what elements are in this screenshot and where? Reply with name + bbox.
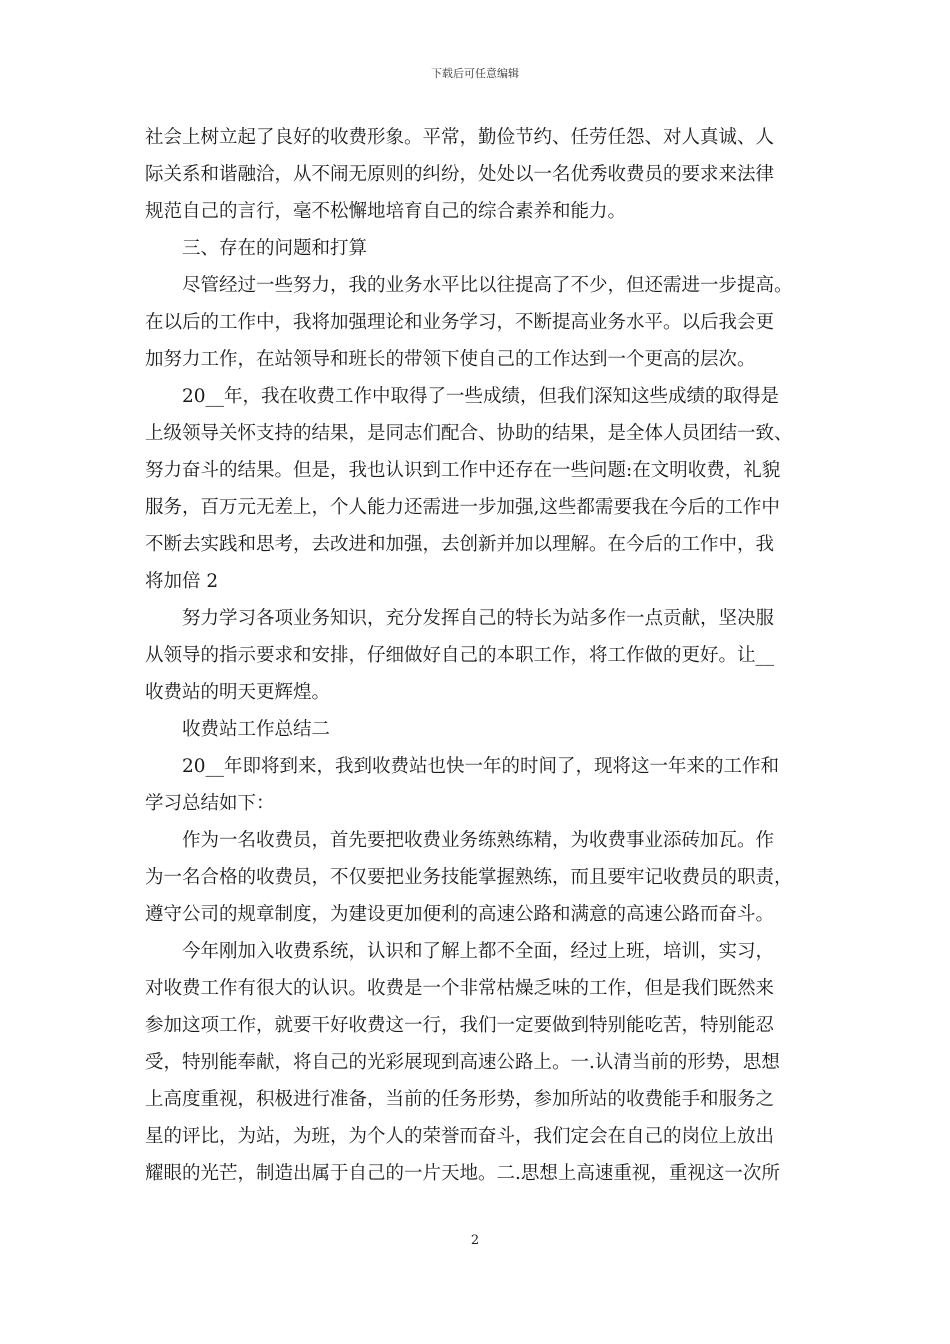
text-line — [145, 1007, 815, 1044]
line-text: 服务，百万元无差上，个人能力还需进一步加强,这些都需要我在今后的工作中 — [145, 497, 780, 518]
text-line — [145, 600, 815, 637]
text-line — [145, 1044, 815, 1081]
line-text: 作为一名收费员，首先要把收费业务练熟练精，为收费事业添砖加瓦。作 — [182, 830, 775, 851]
line-text: 将加倍 2 — [145, 571, 219, 592]
line-text: 加努力工作，在站领导和班长的带领下使自己的工作达到一个更高的层次。 — [145, 349, 756, 370]
line-text: 三、存在的问题和打算 — [182, 238, 368, 259]
text-line — [145, 452, 815, 489]
text-line — [145, 156, 815, 193]
line-text: 尽管经过一些努力，我的业务水平比以往提高了不少，但还需进一步提高。 — [182, 275, 793, 296]
text-line — [145, 563, 815, 600]
document-body — [145, 119, 815, 1192]
text-line — [145, 415, 815, 452]
text-line — [145, 1155, 815, 1192]
line-text: 规范自己的言行，毫不松懈地培育自己的综合素养和能力。 — [145, 201, 627, 222]
line-text: 上高度重视，积极进行准备，当前的任务形势，参加所站的收费能手和服务之 — [145, 1089, 775, 1110]
text-line — [145, 193, 815, 230]
text-line — [145, 119, 815, 156]
text-line — [145, 896, 815, 933]
text-line — [145, 748, 815, 785]
text-line — [145, 785, 815, 822]
text-line — [145, 859, 815, 896]
line-text: 参加这项工作，就要干好收费这一行，我们一定要做到特别能吃苦，特别能忍 — [145, 1015, 775, 1036]
page-number: 2 — [470, 1233, 480, 1248]
line-text: 今年刚加入收费系统，认识和了解上都不全面，经过上班，培训，实习， — [182, 941, 775, 962]
line-text: 社会上树立起了良好的收费形象。平常，勤俭节约、任劳任怨、对人真诚、人 — [145, 127, 775, 148]
text-line — [145, 378, 815, 415]
text-line — [145, 933, 815, 970]
line-text: 遵守公司的规章制度，为建设更加便利的高速公路和满意的高速公路而奋斗。 — [145, 904, 775, 925]
text-line — [145, 1118, 815, 1155]
line-text: 20__年即将到来，我到收费站也快一年的时间了，现将这一年来的工作和 — [182, 756, 780, 777]
line-text: 上级领导关怀支持的结果，是同志们配合、协助的结果，是全体人员团结一致、 — [145, 423, 793, 444]
line-text: 为一名合格的收费员，不仅要把业务技能掌握熟练，而且要牢记收费员的职责， — [145, 867, 793, 888]
line-text: 耀眼的光芒，制造出属于自己的一片天地。二.思想上高速重视，重视这一次所 — [145, 1163, 780, 1184]
text-line — [145, 489, 815, 526]
text-line — [145, 267, 815, 304]
page-header: 下载后可任意编辑 — [431, 67, 519, 80]
text-line — [145, 526, 815, 563]
line-text: 收费站的明天更辉煌。 — [145, 682, 331, 703]
line-text: 不断去实践和思考，去改进和加强，去创新并加以理解。在今后的工作中，我 — [145, 534, 775, 555]
line-text: 努力学习各项业务知识，充分发挥自己的特长为站多作一点贡献，坚决服 — [182, 608, 775, 629]
text-line — [145, 822, 815, 859]
line-text: 在以后的工作中，我将加强理论和业务学习，不断提高业务水平。以后我会更 — [145, 312, 775, 333]
text-line — [145, 1081, 815, 1118]
line-text: 受，特别能奉献，将自己的光彩展现到高速公路上。一.认清当前的形势，思想 — [145, 1052, 780, 1073]
line-text: 学习总结如下： — [145, 793, 275, 814]
text-line — [145, 304, 815, 341]
line-text: 对收费工作有很大的认识。收费是一个非常枯燥乏味的工作，但是我们既然来 — [145, 978, 775, 999]
section-heading — [145, 230, 815, 267]
section-heading — [145, 711, 815, 748]
line-text: 际关系和谐融洽，从不闹无原则的纠纷，处处以一名优秀收费员的要求来法律 — [145, 164, 775, 185]
text-line — [145, 674, 815, 711]
line-text: 努力奋斗的结果。但是，我也认识到工作中还存在一些问题:在文明收费，礼貌 — [145, 460, 781, 481]
text-line — [145, 341, 815, 378]
line-text: 从领导的指示要求和安排，仔细做好自己的本职工作，将工作做的更好。让__ — [145, 645, 775, 666]
line-text: 20__年，我在收费工作中取得了一些成绩，但我们深知这些成绩的取得是 — [182, 386, 780, 407]
text-line — [145, 970, 815, 1007]
text-line — [145, 637, 815, 674]
line-text: 星的评比，为站，为班，为个人的荣誉而奋斗，我们定会在自己的岗位上放出 — [145, 1126, 775, 1147]
line-text: 收费站工作总结二 — [182, 719, 331, 740]
